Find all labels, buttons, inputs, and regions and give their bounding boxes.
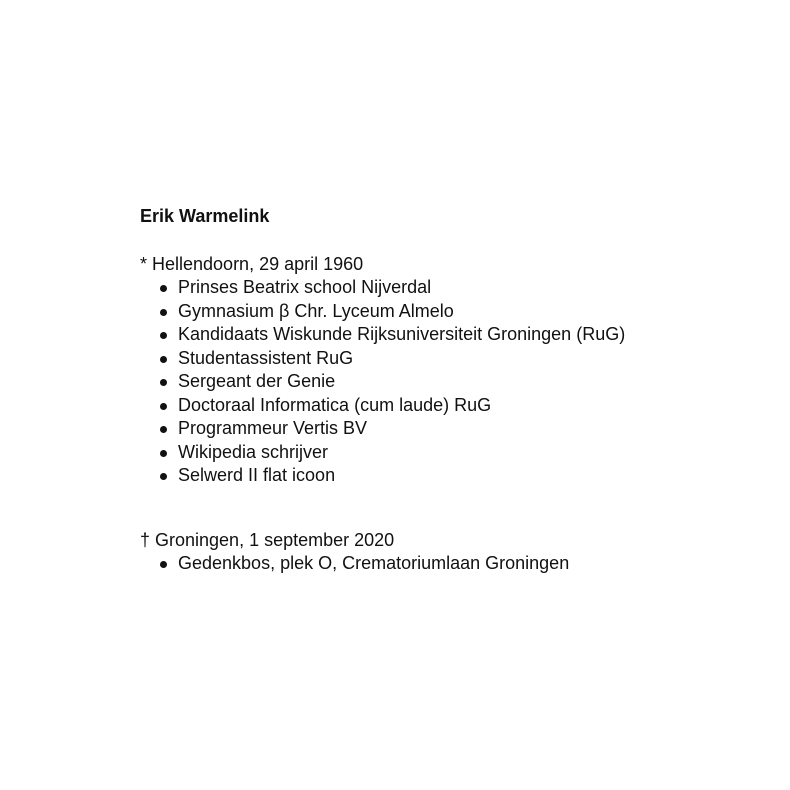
person-name: Erik Warmelink — [140, 206, 270, 226]
bullet-icon — [160, 309, 167, 316]
bullet-icon — [160, 285, 167, 292]
bullet-icon — [160, 356, 167, 363]
list-item-text: Gymnasium β Chr. Lyceum Almelo — [178, 300, 454, 321]
death-list — [140, 552, 780, 576]
birth-section — [140, 253, 780, 488]
bullet-icon — [160, 561, 167, 568]
list-item-text: Prinses Beatrix school Nijverdal — [178, 277, 432, 297]
list-item-text: Selwerd II flat icoon — [178, 465, 336, 485]
bullet-icon — [160, 473, 167, 480]
death-section — [140, 529, 780, 576]
list-item-text: Programmeur Vertis BV — [178, 418, 368, 438]
list-item — [140, 441, 780, 465]
bullet-icon — [160, 379, 167, 386]
birth-line: * Hellendoorn, 29 april 1960 — [140, 254, 364, 274]
bullet-icon — [160, 403, 167, 410]
death-line: † Groningen, 1 september 2020 — [140, 530, 395, 550]
bullet-icon — [160, 332, 167, 339]
list-item-text: Gedenkbos, plek O, Crematoriumlaan Groningen — [178, 553, 570, 573]
list-item — [140, 300, 780, 324]
list-item — [140, 464, 780, 488]
list-item — [140, 323, 780, 347]
list-item — [140, 347, 780, 371]
birth-list — [140, 276, 780, 488]
list-item-text: Wikipedia schrijver — [178, 441, 329, 462]
bullet-icon — [160, 426, 167, 433]
list-item — [140, 276, 780, 300]
list-item-text: Kandidaats Wiskunde Rijksuniversiteit Groningen (RuG) — [178, 324, 626, 344]
list-item — [140, 552, 780, 576]
list-item — [140, 370, 780, 394]
list-item — [140, 394, 780, 418]
bullet-icon — [160, 450, 167, 457]
list-item-text: Sergeant der Genie — [178, 371, 336, 391]
list-item-text: Studentassistent RuG — [178, 347, 354, 368]
list-item-text: Doctoraal Informatica (cum laude) RuG — [178, 394, 492, 415]
list-item — [140, 417, 780, 441]
